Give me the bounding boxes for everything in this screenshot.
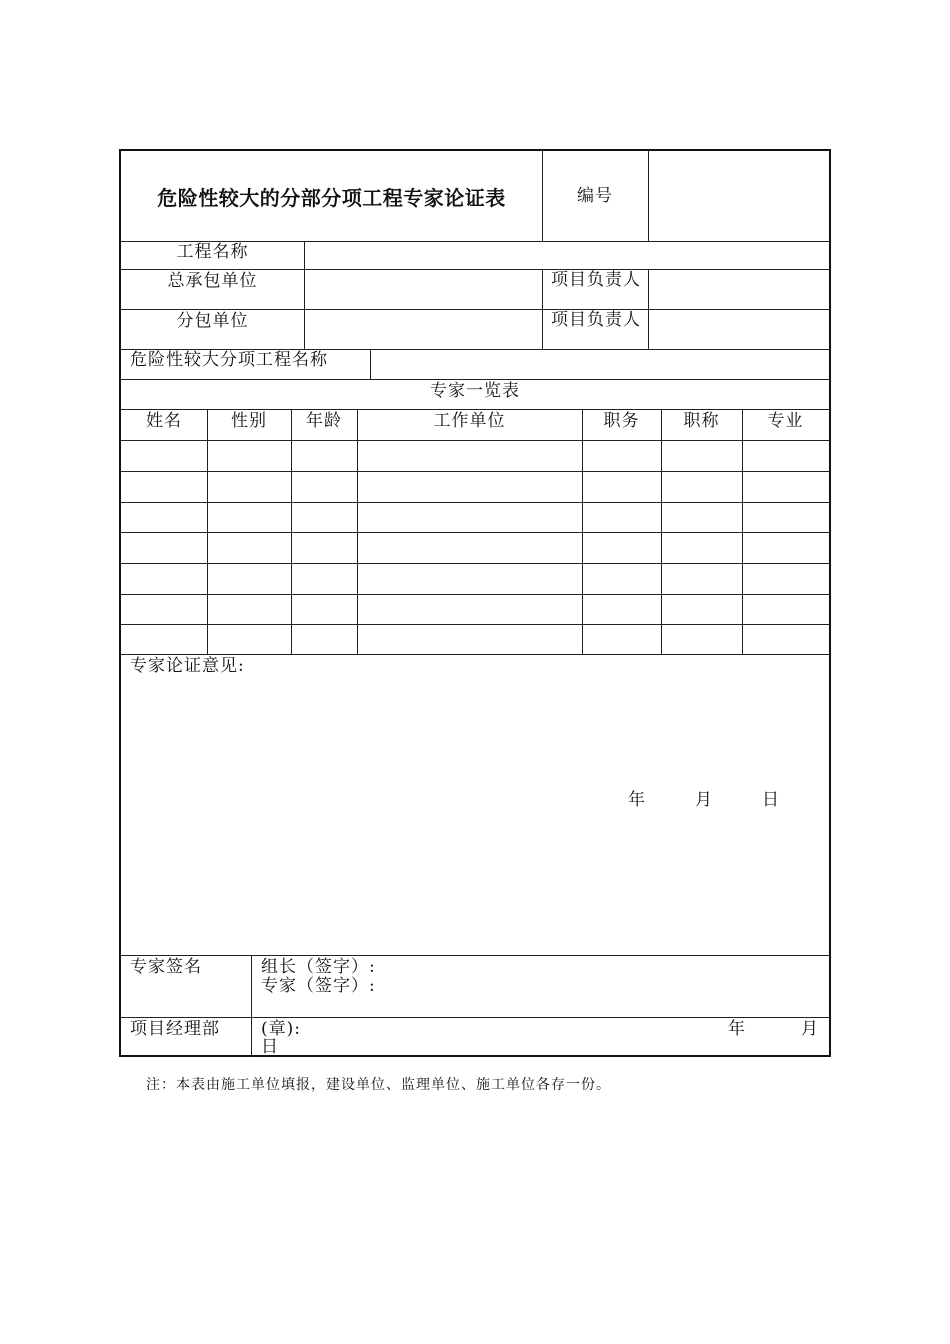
divider xyxy=(121,379,829,380)
project-leader-label: 项目负责人 xyxy=(551,270,641,290)
header-specialty: 专业 xyxy=(767,411,804,431)
group-leader-sign: 组长（签字）: xyxy=(261,957,376,977)
sub-contractor-label: 分包单位 xyxy=(176,311,249,331)
table-row-line xyxy=(121,563,829,564)
date-year: 年 xyxy=(628,790,646,810)
sign-date-month: 月 xyxy=(801,1019,819,1039)
divider xyxy=(121,955,829,956)
general-contractor-label: 总承包单位 xyxy=(167,271,258,291)
expert-sign: 专家（签字）: xyxy=(261,976,376,996)
footer-note: 注：本表由施工单位填报，建设单位、监理单位、施工单位各存一份。 xyxy=(146,1077,611,1093)
table-row-line xyxy=(121,502,829,503)
expert-review-form xyxy=(119,149,831,1057)
divider xyxy=(251,955,252,1057)
divider xyxy=(121,269,829,270)
divider xyxy=(121,409,829,410)
divider xyxy=(121,309,829,310)
date-month: 月 xyxy=(695,790,713,810)
header-title: 职称 xyxy=(683,411,720,431)
table-row-line xyxy=(121,532,829,533)
expert-list-title: 专家一览表 xyxy=(430,381,520,401)
header-age: 年龄 xyxy=(306,411,342,431)
project-dept-label: 项目经理部 xyxy=(130,1019,220,1039)
seal-label: (章): xyxy=(261,1019,301,1039)
header-position: 职务 xyxy=(603,411,640,431)
project-name-label: 工程名称 xyxy=(176,242,249,262)
date-day: 日 xyxy=(762,790,780,810)
sign-date-day: 日 xyxy=(261,1037,279,1057)
divider xyxy=(121,1017,829,1018)
project-leader-label-2: 项目负责人 xyxy=(551,310,641,330)
table-row-line xyxy=(121,471,829,472)
header-name: 姓名 xyxy=(146,411,182,431)
table-row-line xyxy=(121,654,829,655)
number-label: 编号 xyxy=(577,186,613,206)
hazard-project-name-label: 危险性较大分项工程名称 xyxy=(130,350,328,370)
divider xyxy=(370,349,371,379)
table-row-line xyxy=(121,440,829,441)
expert-opinion-label: 专家论证意见: xyxy=(130,656,245,676)
header-workplace: 工作单位 xyxy=(433,411,506,431)
sign-date-year: 年 xyxy=(728,1019,746,1039)
expert-signature-label: 专家签名 xyxy=(130,957,202,977)
table-row-line xyxy=(121,624,829,625)
header-gender: 性别 xyxy=(231,411,267,431)
table-row-line xyxy=(121,594,829,595)
divider xyxy=(304,241,305,349)
form-title: 危险性较大的分部分项工程专家论证表 xyxy=(157,185,506,210)
divider xyxy=(648,151,649,241)
